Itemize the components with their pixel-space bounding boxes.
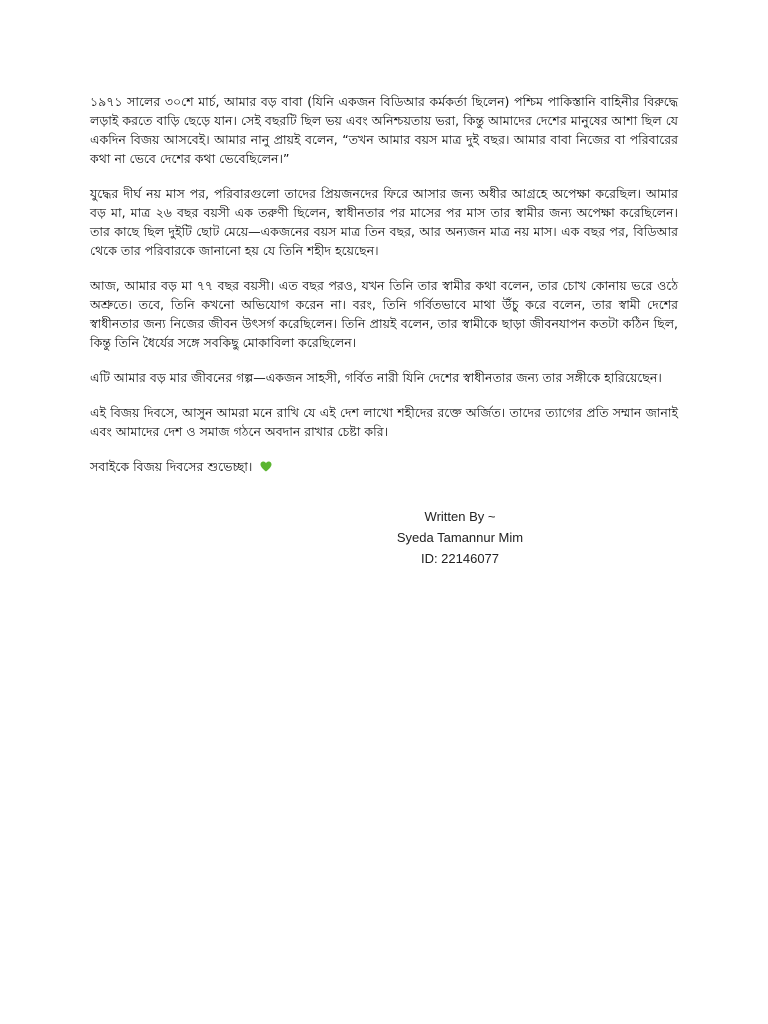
paragraph-1: ১৯৭১ সালের ৩০শে মার্চ, আমার বড় বাবা (যিনি একজন বিডিআর কর্মকর্তা ছিলেন) পশ্চিম পাকিস্তানি বাহিনীর বিরুদ্ধে লড়াই করতে বাড়ি ছেড়ে যান। সেই বছরটি ছিল ভয় এবং অনিশ্চয়তায় ভরা, কিন্তু আমাদের দেশের মানুষের আশা ছিল যে একদিন বিজয় আসবেই। আমার নানু প্রায়ই বলেন, “তখন আমার বয়স মাত্র দুই বছর। আমার বাবা নিজের বা পরিবারের কথা না ভেবে দেশের কথা ভেবেছিলেন।” [90,94,678,166]
author-id: ID: 22146077 [420,551,500,566]
paragraph-2: যুদ্ধের দীর্ঘ নয় মাস পর, পরিবারগুলো তাদের প্রিয়জনদের ফিরে আসার জন্য অধীর আগ্রহে অপেক্ষা করেছিল। আমার বড় মা, মাত্র ২৬ বছর বয়সী এক তরুণী ছিলেন, স্বাধীনতার পর মাসের পর মাস তার স্বামীর জন্য অপেক্ষা করেছিলেন। তার কাছে ছিল দুইটি ছোট মেয়ে—একজনের বয়স মাত্র তিন বছর, আর অন্যজন মাত্র নয় মাস। এক বছর পর, বিডিআর থেকে তার পরিবারকে জানানো হয় যে তিনি শহীদ হয়েছেন। [90,186,678,258]
green-heart-icon [260,461,272,472]
written-by-label: Written By ~ [424,509,496,524]
closing-text: সবাইকে বিজয় দিবসের শুভেচ্ছা। [90,459,253,474]
signature-block [360,506,560,569]
paragraph-5: এই বিজয় দিবসে, আসুন আমরা মনে রাখি যে এই দেশ লাখো শহীদের রক্তে অর্জিত। তাদের ত্যাগের প্রতি সম্মান জানাই এবং আমাদের দেশ ও সমাজ গঠনে অবদান রাখার চেষ্টা করি। [90,405,678,439]
closing-greeting [90,457,678,476]
paragraph-3: আজ, আমার বড় মা ৭৭ বছর বয়সী। এত বছর পরও, যখন তিনি তার স্বামীর কথা বলেন, তার চোখ কোনায় ভরে ওঠে অশ্রুতে। তবে, তিনি কখনো অভিযোগ করেন না। বরং, তিনি গর্বিতভাবে মাথা উঁচু করে বলেন, তার স্বামী দেশের স্বাধীনতার জন্য নিজের জীবন উৎসর্গ করেছিলেন। তিনি প্রায়ই বলেন, তার স্বামীকে ছাড়া জীবনযাপন কতটা কঠিন ছিল, কিন্তু তিনি ধৈর্যের সঙ্গে সবকিছু মোকাবিলা করেছিলেন। [90,278,678,350]
document-body [90,92,678,492]
paragraph-4: এটি আমার বড় মার জীবনের গল্প—একজন সাহসী, গর্বিত নারী যিনি দেশের স্বাধীনতার জন্য তার সঙ্গীকে হারিয়েছেন। [90,370,662,385]
author-name: Syeda Tamannur Mim [396,530,524,545]
